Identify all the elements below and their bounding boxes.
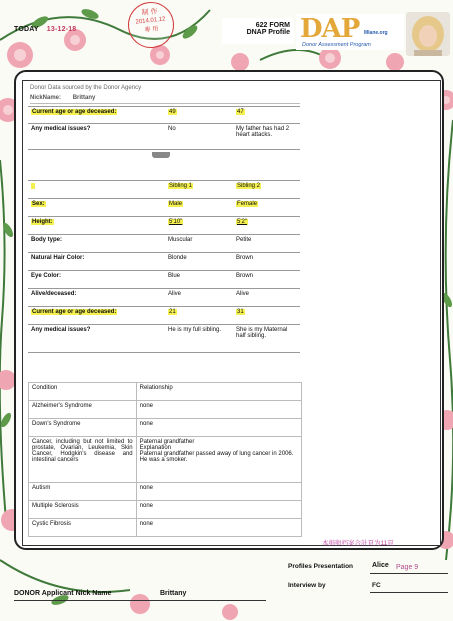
table-cell: Brown [233, 253, 300, 271]
table-row [29, 419, 302, 437]
table-cell: Any medical issues? [28, 124, 165, 150]
table-cell: none [136, 483, 301, 501]
sibling-table [28, 180, 300, 353]
nickname-label: NickName: [30, 95, 62, 101]
table-cell: Cancer, including but not limited to prostate, Ovarian, Leukemia, Skin Cancer, Hodgkin's disease and intestinal cancers [29, 437, 137, 483]
table-cell: Autism [29, 483, 137, 501]
page-number: Page 9 [396, 564, 419, 571]
interviewer-name: FC [372, 582, 381, 589]
presenter-name: Alice [372, 562, 389, 569]
table-cell: Muscular [165, 235, 233, 253]
table-cell: Current age or age deceased: [28, 107, 165, 124]
nickname-value: Brittany [72, 95, 96, 101]
dap-logo [296, 14, 404, 50]
header-cell: Relationship [136, 383, 301, 401]
table-cell: Sibling 2 [233, 181, 300, 199]
table-cell: Petite [233, 235, 300, 253]
table-row [28, 271, 300, 289]
table-cell: Alive [165, 289, 233, 307]
table-cell: No [165, 124, 233, 150]
table-cell: Male [165, 199, 233, 217]
donor-nickname-value: Brittany [160, 590, 187, 597]
today-label [14, 26, 76, 33]
table-cell: He is my full sibling. [165, 325, 233, 353]
table-cell: Height: [28, 217, 165, 235]
stamp-line-2: 2014.01.12 [135, 16, 166, 26]
parent-table [28, 106, 300, 150]
source-note: Donor Data sourced by the Donor Agency [30, 85, 142, 91]
table-cell: Eye Color: [28, 271, 165, 289]
table-cell: She is my Maternal half sibling. [233, 325, 300, 353]
stamp-line-3: 專 用 [144, 26, 159, 34]
form-title: 622 FORM [255, 22, 290, 29]
table-cell: Female [233, 199, 300, 217]
medical-history-table [28, 382, 302, 537]
table-cell: none [136, 419, 301, 437]
table-row [28, 325, 300, 353]
table-cell: none [136, 519, 301, 537]
profile-photo [406, 12, 450, 56]
table-cell: Alive [233, 289, 300, 307]
chinese-page-count-note: 本捐卵档案合計頁为11頁 [322, 540, 394, 547]
logo-site: Mlane.org [364, 30, 388, 36]
table-cell: Cystic Fibrosis [29, 519, 137, 537]
table-cell: My father has had 2 heart attacks. [233, 124, 300, 150]
table-row [28, 124, 300, 150]
table-row [28, 107, 300, 124]
interview-label: Interview by [288, 582, 326, 589]
table-row [29, 501, 302, 519]
today-date: 13-12-18 [46, 26, 77, 33]
logo-text: DAP [300, 14, 360, 44]
table-row [28, 199, 300, 217]
table-cell: none [136, 401, 301, 419]
table-cell: 49 [165, 107, 233, 124]
table-row [29, 437, 302, 483]
table-cell: 5'10" [165, 217, 233, 235]
table-cell: Paternal grandfather Explanation Paternal grandfather passed away of lung cancer in 2006. He was a smoker. [136, 437, 301, 483]
donor-nickname-label: DONOR Applicant Nick Name [14, 590, 112, 597]
header-cell: Condition [29, 383, 137, 401]
table-cell: Brown [233, 271, 300, 289]
table-cell [28, 181, 165, 199]
table-row [28, 181, 300, 199]
logo-subtitle: Donor Assessment Program [302, 42, 371, 48]
table-cell: 31 [233, 307, 300, 325]
table-cell: Current age or age deceased: [28, 307, 165, 325]
form-subtitle: DNAP Profile [246, 29, 290, 36]
table-cell: Sibling 1 [165, 181, 233, 199]
table-row [28, 253, 300, 271]
table-tab-handle [152, 152, 170, 158]
stamp-line-1: 制 作 [141, 8, 158, 17]
today-text: TODAY [14, 26, 39, 33]
table-cell: Multiple Sclerosis [29, 501, 137, 519]
table-cell: Natural Hair Color: [28, 253, 165, 271]
table-cell: 21 [165, 307, 233, 325]
table-row [29, 519, 302, 537]
table-row [29, 483, 302, 501]
table-cell: Sex: [28, 199, 165, 217]
nickname-line [30, 95, 95, 101]
table-cell: Blue [165, 271, 233, 289]
table-cell: Down's Syndrome [29, 419, 137, 437]
table-cell: none [136, 501, 301, 519]
table-row [28, 307, 300, 325]
table-cell: Any medical issues? [28, 325, 165, 353]
table-cell: Blonde [165, 253, 233, 271]
table-row [29, 401, 302, 419]
form-title-box [222, 18, 294, 44]
table-cell: 47 [233, 107, 300, 124]
table-header-row [29, 383, 302, 401]
table-row [28, 289, 300, 307]
presentation-label: Profiles Presentation [288, 563, 354, 570]
table-row [28, 235, 300, 253]
table-cell: 5'2" [233, 217, 300, 235]
table-cell: Body type: [28, 235, 165, 253]
table-cell: Alive/deceased: [28, 289, 165, 307]
table-cell: Alzheimer's Syndrome [29, 401, 137, 419]
table-row [28, 217, 300, 235]
